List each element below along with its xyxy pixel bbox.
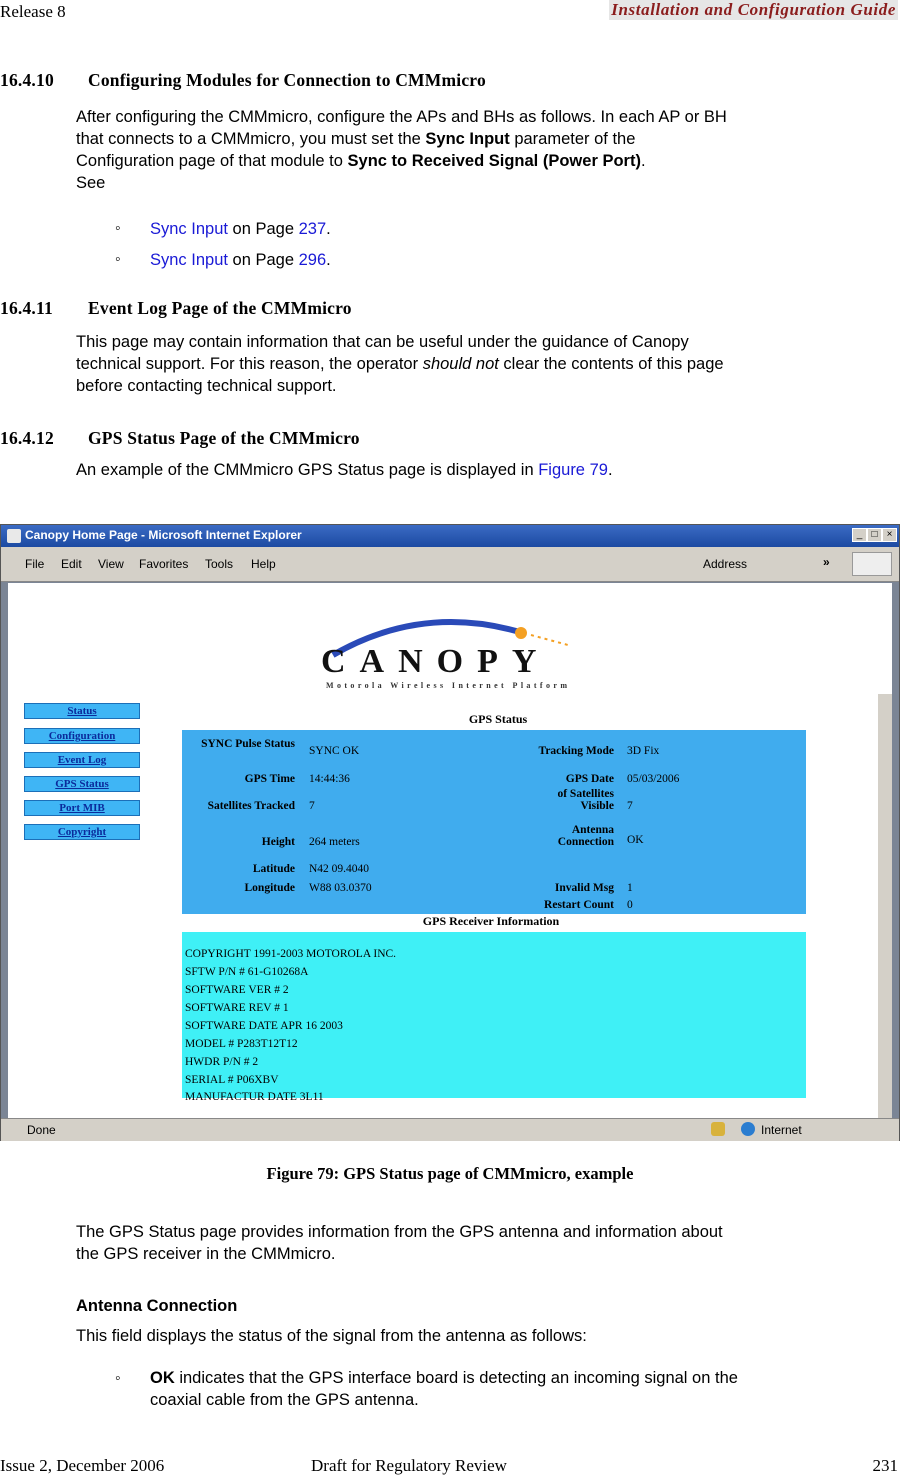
section-heading-configuring-modules [0, 70, 486, 91]
section-number: 16.4.10 [0, 70, 54, 90]
para-line: OK indicates that the GPS interface board is detecting an incoming signal on the [150, 1369, 738, 1387]
para-line: The GPS Status page provides information from the GPS antenna and information about [76, 1223, 723, 1241]
menu-tools[interactable]: Tools [205, 557, 234, 571]
latitude-value: N42 09.4040 [309, 863, 370, 875]
receiver-line: COPYRIGHT 1991-2003 MOTOROLA INC. [185, 948, 397, 960]
bullet-marker: ◦ [115, 1370, 121, 1387]
section-number: 16.4.12 [0, 428, 54, 448]
nav-copyright[interactable]: Copyright [24, 824, 140, 840]
footer-draft: Draft for Regulatory Review [311, 1456, 507, 1475]
para-line: This page may contain information that can be useful under the guidance of Canopy [76, 333, 689, 351]
nav-configuration[interactable]: Configuration [24, 728, 140, 744]
antenna-connection-value: OK [627, 834, 644, 846]
section-title: Event Log Page of the CMMmicro [88, 298, 352, 318]
receiver-line: SOFTWARE REV # 1 [185, 1002, 289, 1014]
para-line: the GPS receiver in the CMMmicro. [76, 1245, 336, 1263]
receiver-line: MANUFACTUR DATE 3L11 [185, 1091, 324, 1103]
sync-input-link[interactable]: Sync Input [150, 251, 228, 269]
sync-option-term: Sync to Received Signal (Power Port) [347, 152, 641, 170]
menu-view[interactable]: View [98, 557, 124, 571]
menu-edit[interactable]: Edit [61, 557, 82, 571]
invalid-msg-value: 1 [627, 882, 633, 894]
latitude-label: Latitude [252, 863, 295, 875]
restart-count-label: Restart Count [544, 899, 614, 911]
footer-issue: Issue 2, December 2006 [0, 1456, 165, 1475]
gps-status-intro: An example of the CMMmicro GPS Status page is displayed in Figure 79. [76, 461, 613, 479]
receiver-line: HWDR P/N # 2 [185, 1056, 259, 1068]
nav-status[interactable]: Status [24, 703, 140, 719]
para-line: Configuration page of that module to Sync to Received Signal (Power Port). [76, 152, 646, 170]
section-heading-gps-status [0, 428, 360, 449]
longitude-value: W88 03.0370 [309, 882, 372, 894]
windows-logo-icon [852, 552, 892, 576]
address-label[interactable]: Address [703, 557, 748, 571]
bullet-marker: ◦ [115, 220, 121, 237]
section-number: 16.4.11 [0, 298, 53, 318]
receiver-line: SOFTWARE DATE APR 16 2003 [185, 1020, 343, 1032]
ok-bullet-item [150, 1367, 895, 1411]
logo-text: CANOPY [321, 643, 551, 680]
gps-status-table [182, 730, 806, 914]
bullet-marker: ◦ [115, 251, 121, 268]
maximize-button[interactable]: □ [867, 528, 882, 542]
globe-icon [741, 1122, 755, 1136]
logo-subtitle: Motorola Wireless Internet Platform [326, 681, 571, 690]
lock-icon [711, 1122, 725, 1136]
ref-item-1: Sync Input on Page 237. [150, 220, 331, 238]
restart-count-value: 0 [627, 899, 633, 911]
menu-help[interactable]: Help [251, 557, 276, 571]
receiver-line: SOFTWARE VER # 2 [185, 984, 289, 996]
antenna-connection-text: This field displays the status of the signal from the antenna as follows: [76, 1327, 587, 1345]
menu-bar [1, 547, 899, 582]
sync-input-link[interactable]: Sync Input [150, 220, 228, 238]
nav-event-log[interactable]: Event Log [24, 752, 140, 768]
configuring-paragraph [76, 106, 898, 194]
para-line: See [76, 174, 106, 192]
header-release: Release 8 [0, 2, 66, 21]
satellites-tracked-label: Satellites Tracked [207, 800, 295, 812]
page-link[interactable]: 296 [298, 251, 327, 269]
menu-file[interactable]: File [25, 557, 45, 571]
status-done: Done [27, 1123, 56, 1137]
close-button[interactable]: × [882, 528, 897, 542]
antenna-connection-heading: Antenna Connection [76, 1297, 238, 1315]
receiver-info-heading: GPS Receiver Information [422, 914, 560, 928]
sync-pulse-label: SYNC Pulse Status [201, 738, 295, 750]
page-link[interactable]: 237 [298, 220, 327, 238]
para-line: technical support. For this reason, the operator should not clear the contents of this page [76, 355, 724, 373]
sync-input-term: Sync Input [425, 130, 510, 148]
longitude-label: Longitude [244, 882, 295, 894]
figure-caption: Figure 79: GPS Status page of CMMmicro, example [266, 1164, 634, 1183]
emphasis: should not [422, 355, 499, 373]
satellites-tracked-value: 7 [309, 800, 315, 812]
event-log-paragraph [76, 331, 898, 397]
gps-time-label: GPS Time [244, 773, 295, 785]
menu-favorites[interactable]: Favorites [139, 557, 189, 571]
para-line: before contacting technical support. [76, 377, 337, 395]
figure-79-link[interactable]: Figure 79 [538, 461, 608, 479]
chevron-icon[interactable]: » [823, 555, 830, 569]
ok-term: OK [150, 1369, 175, 1387]
nav-port-mib[interactable]: Port MIB [24, 800, 140, 816]
window-title: Canopy Home Page - Microsoft Internet Explorer [25, 528, 302, 542]
status-zone: Internet [761, 1123, 802, 1137]
satellites-visible-label: of Satellites Visible [557, 788, 614, 812]
ie-icon [7, 529, 21, 543]
section-title: GPS Status Page of the CMMmicro [88, 428, 360, 448]
antenna-connection-label: Antenna Connection [557, 824, 614, 848]
gps-date-label: GPS Date [565, 773, 614, 785]
nav-gps-status[interactable]: GPS Status [24, 776, 140, 792]
gps-page-description [76, 1221, 898, 1265]
satellites-visible-value: 7 [627, 800, 633, 812]
invalid-msg-label: Invalid Msg [554, 882, 614, 894]
vertical-scrollbar[interactable] [878, 694, 892, 1118]
para-line: After configuring the CMMmicro, configure the APs and BHs as follows. In each AP or BH [76, 108, 727, 126]
gps-status-screenshot [0, 524, 900, 1141]
receiver-line: SERIAL # P06XBV [185, 1074, 279, 1086]
logo-dot [515, 627, 527, 639]
ref-item-2: Sync Input on Page 296. [150, 251, 331, 269]
receiver-line: MODEL # P283T12T12 [185, 1038, 298, 1050]
gps-status-heading: GPS Status [468, 712, 528, 726]
section-title: Configuring Modules for Connection to CMMmicro [88, 70, 486, 90]
height-value: 264 meters [309, 836, 360, 848]
para-line: that connects to a CMMmicro, you must set the Sync Input parameter of the [76, 130, 636, 148]
tracking-mode-value: 3D Fix [627, 745, 660, 757]
para-line: coaxial cable from the GPS antenna. [150, 1391, 419, 1409]
footer-page-number: 231 [872, 1456, 898, 1475]
minimize-button[interactable]: _ [852, 528, 867, 542]
tracking-mode-label: Tracking Mode [538, 745, 614, 757]
gps-time-value: 14:44:36 [309, 773, 350, 785]
receiver-line: SFTW P/N # 61-G10268A [185, 966, 309, 978]
section-heading-event-log [0, 298, 352, 319]
height-label: Height [261, 836, 295, 848]
sync-pulse-value: SYNC OK [309, 745, 360, 757]
gps-date-value: 05/03/2006 [627, 773, 680, 785]
header-guide-title: Installation and Configuration Guide [611, 0, 896, 19]
